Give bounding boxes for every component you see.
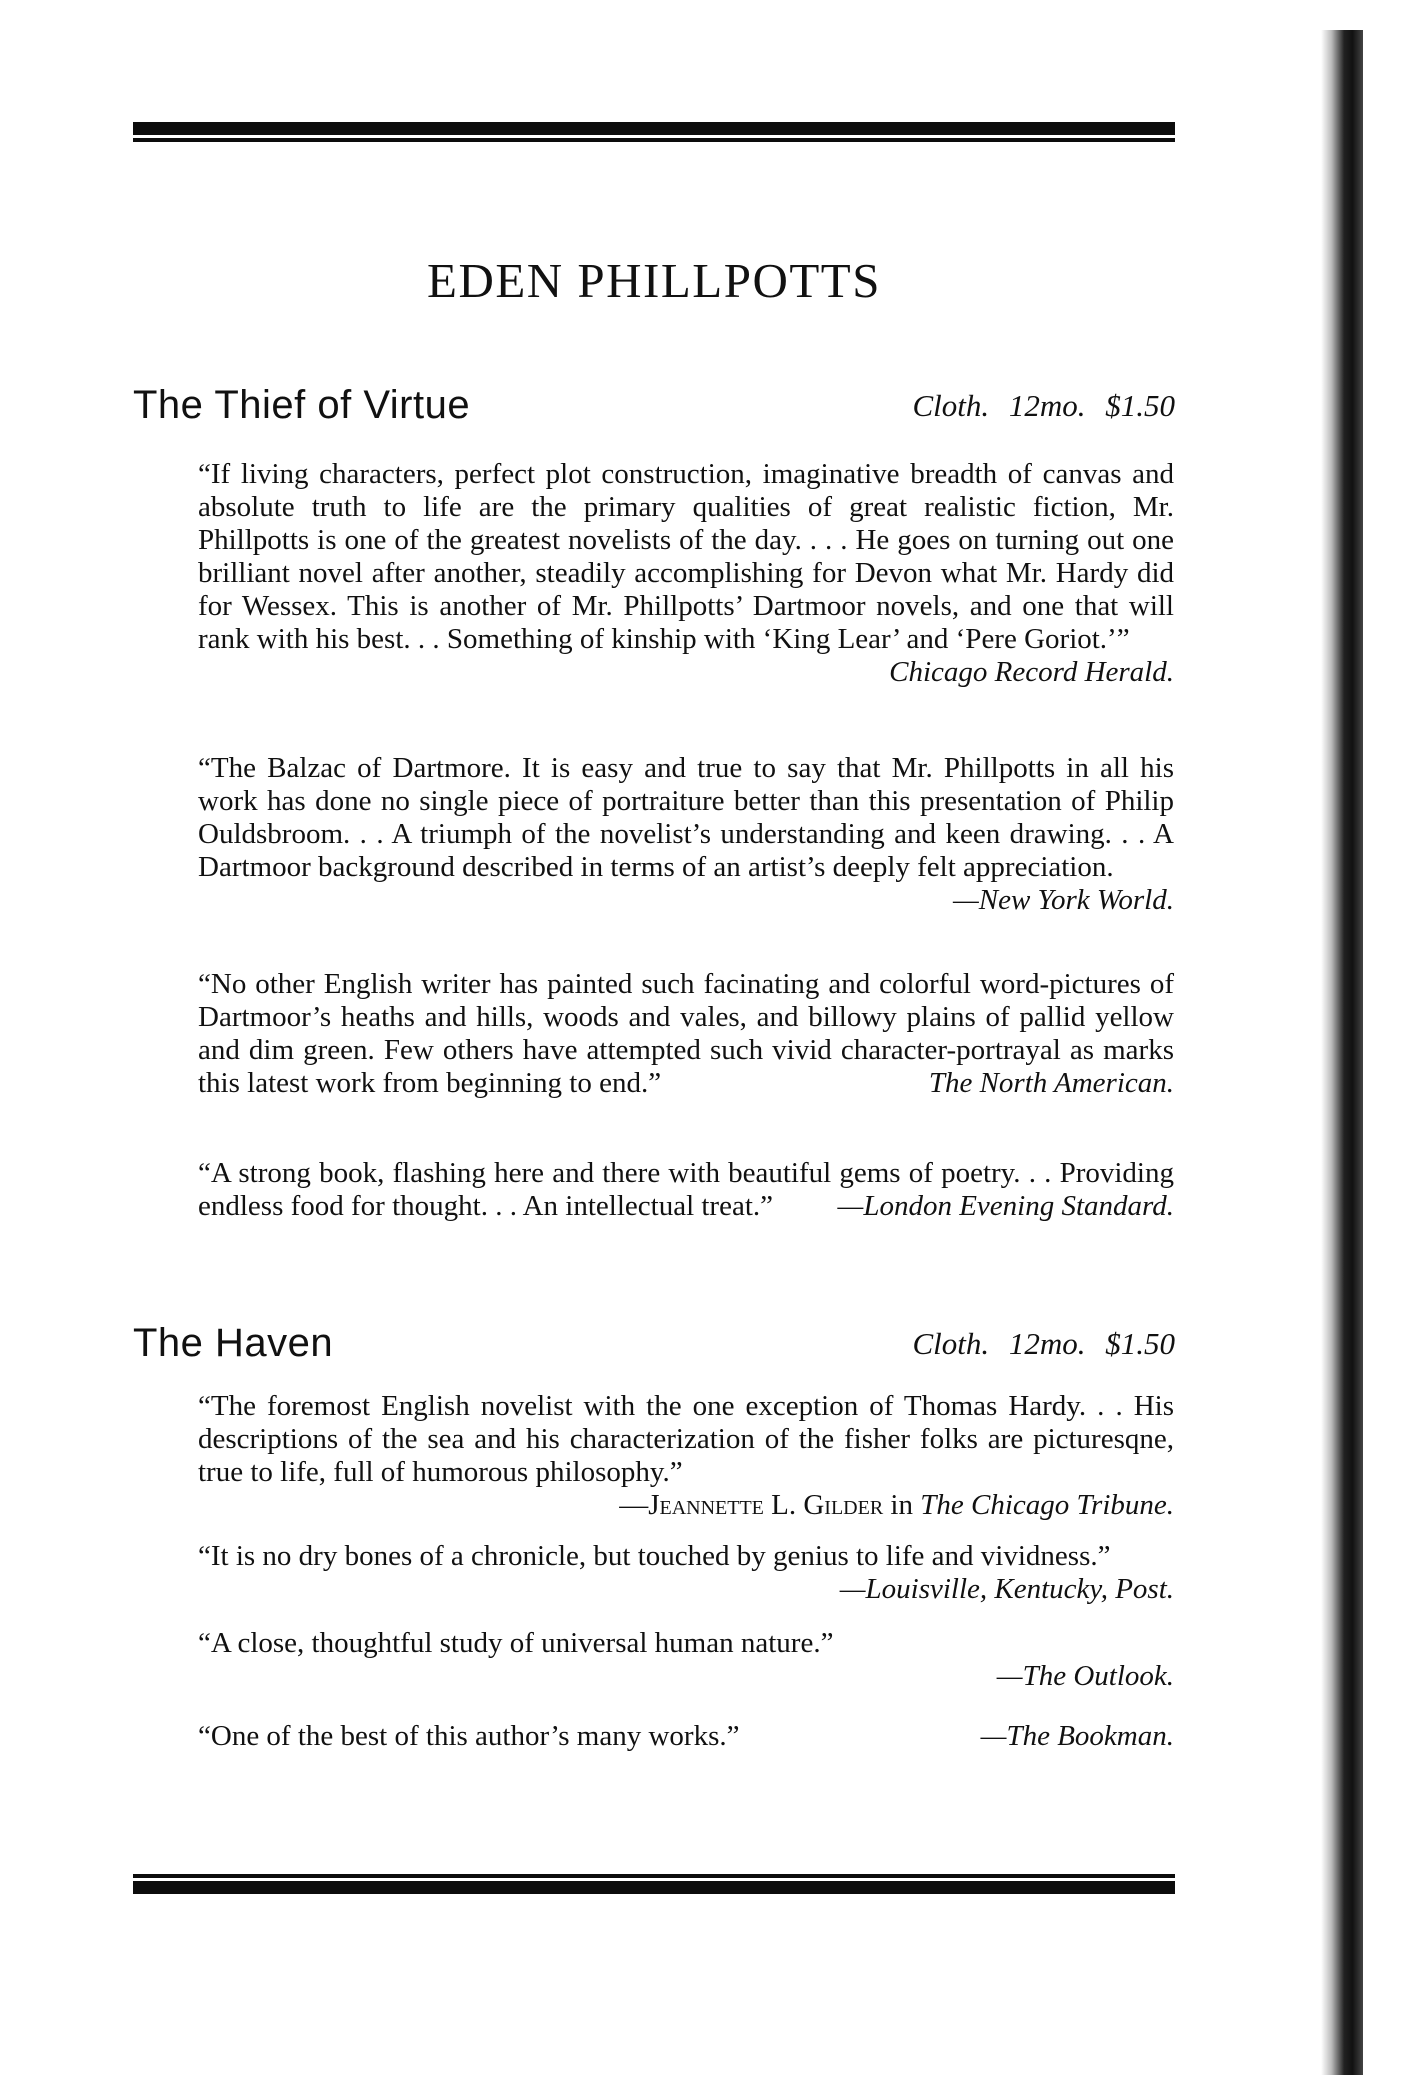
review-quote bbox=[198, 1157, 1174, 1223]
review-quote bbox=[198, 1390, 1174, 1522]
review-quote bbox=[198, 1627, 1174, 1693]
review-quote bbox=[198, 752, 1174, 917]
review-source: Chicago Record Herald. bbox=[889, 656, 1174, 688]
review-source: —The Outlook. bbox=[996, 1660, 1174, 1692]
review-quote bbox=[198, 1720, 1174, 1753]
review-text: “If living characters, perfect plot construction, imaginative breadth of canvas and absolute truth to life are the primary qualities of great realistic fiction, Mr. Phillpotts is one of the greatest novelists of the day. . . . He goes on turning out one brilliant novel after another, steadily accomplishing for Devon what Mr. Hardy did for Wessex. This is another of Mr. Phillpotts’ Dartmoor novels, and one that will rank with his best. . . Something of kinship with ‘King Lear’ and ‘Pere Goriot.’” bbox=[198, 458, 1174, 655]
bottom-rule bbox=[133, 1874, 1175, 1894]
review-source: —London Evening Standard. bbox=[837, 1190, 1174, 1222]
book-title: The Haven bbox=[133, 1321, 334, 1365]
book-heading bbox=[133, 1310, 1175, 1370]
review-quote bbox=[198, 458, 1174, 689]
book-title: The Thief of Virtue bbox=[133, 383, 471, 427]
review-text: “A close, thoughtful study of universal human nature.” bbox=[198, 1627, 834, 1659]
scan-binding-edge bbox=[1321, 30, 1363, 2075]
review-source-attribution bbox=[619, 1489, 1174, 1522]
book-price: Cloth. 12mo. $1.50 bbox=[912, 1326, 1175, 1361]
review-text: “A strong book, flashing here and there with beautiful gems of poetry. . . Providing endless food for thought. . . An intellectual treat.” bbox=[198, 1157, 1174, 1222]
review-text: “The foremost English novelist with the one exception of Thomas Hardy. . . His descriptions of the sea and his characterization of the fisher folks are picturesqne, true to life, full of humorous philosophy.” bbox=[198, 1390, 1174, 1488]
review-quote bbox=[198, 968, 1174, 1100]
book-heading bbox=[133, 372, 1175, 432]
review-source: —The Bookman. bbox=[980, 1720, 1174, 1752]
review-source: The Chicago Tribune. bbox=[920, 1489, 1174, 1521]
top-rule bbox=[133, 122, 1175, 142]
review-author: —Jeannette L. Gilder bbox=[619, 1489, 884, 1521]
review-text: “One of the best of this author’s many works.” bbox=[198, 1720, 740, 1752]
review-quote bbox=[198, 1540, 1174, 1606]
review-source: —New York World. bbox=[952, 884, 1174, 916]
author-heading: EDEN PHILLPOTTS bbox=[427, 253, 881, 308]
review-text: “No other English writer has painted such facinating and colorful word-pictures of Dartmoor’s heaths and hills, woods and vales, and billowy plains of pallid yellow and dim green. Few others have attempted such vivid character-portrayal as marks this latest work from beginning to end.” bbox=[198, 968, 1174, 1099]
review-source: —Louisville, Kentucky, Post. bbox=[839, 1573, 1174, 1605]
review-text: “It is no dry bones of a chronicle, but touched by genius to life and vividness.” bbox=[198, 1540, 1111, 1572]
book-price: Cloth. 12mo. $1.50 bbox=[912, 388, 1175, 423]
review-source: The North American. bbox=[928, 1067, 1174, 1099]
review-source-connector: in bbox=[890, 1489, 913, 1521]
review-text: “The Balzac of Dartmore. It is easy and true to say that Mr. Phillpotts in all his work has done no single piece of portraiture better than this presentation of Philip Ouldsbroom. . . A triumph of the novelist’s understanding and keen drawing. . . A Dartmoor background described in terms of an artist’s deeply felt appreciation. bbox=[198, 752, 1174, 883]
